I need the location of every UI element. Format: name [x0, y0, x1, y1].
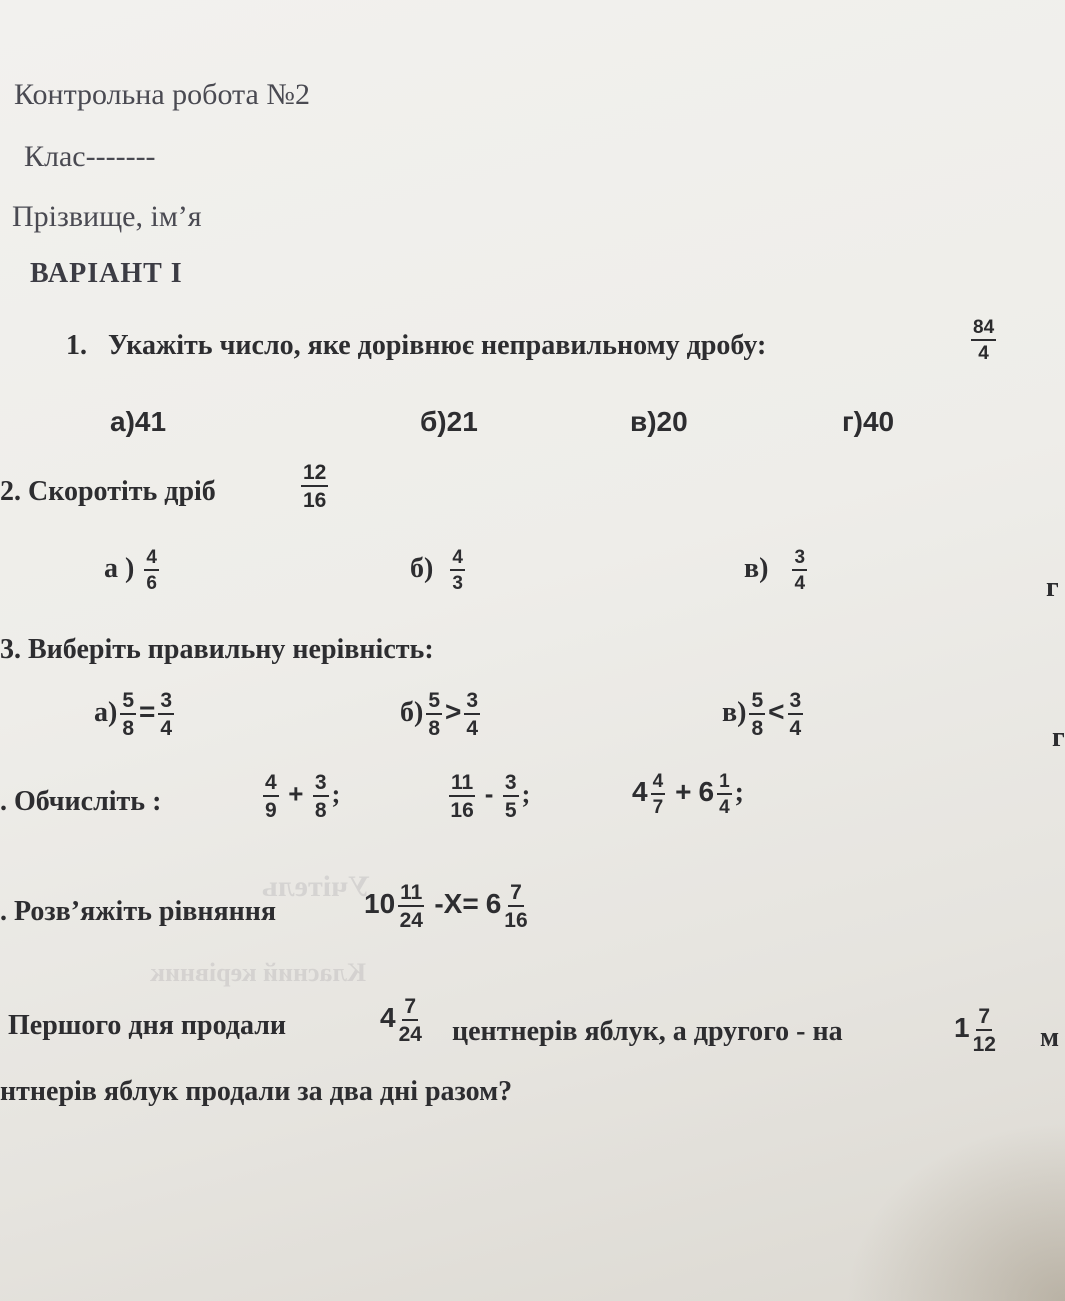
q3-option-g-cut: г	[1052, 722, 1065, 753]
q2-option-b-label: б)	[410, 552, 434, 584]
q2-option-a-label: а )	[104, 552, 135, 584]
q5-n1: 11	[398, 882, 424, 907]
q2-option-b	[410, 548, 468, 593]
q2-option-v	[744, 548, 810, 593]
q3-a-n2: 3	[158, 690, 174, 715]
q1-option-a: а)41	[110, 406, 167, 437]
q5-d2: 16	[504, 909, 528, 932]
q4-e3-n2: 1	[717, 772, 732, 795]
q5-w2: 6	[485, 887, 502, 919]
q1-line	[66, 330, 766, 362]
q3-v-n2: 3	[788, 690, 804, 715]
bleed-text-2: Класний керівник	[150, 958, 366, 987]
q5-equation	[364, 882, 531, 931]
name-label: Прізвище, ім’я	[12, 200, 202, 233]
q3-a-d1: 8	[122, 717, 135, 740]
q2-fraction	[298, 462, 331, 511]
q2-a-den: 6	[146, 573, 157, 594]
q6-d2: 12	[972, 1033, 996, 1056]
q6-line1-end: м	[1040, 1022, 1060, 1053]
q3-a-n1: 5	[120, 690, 136, 715]
q1-option-b: б)21	[420, 406, 478, 437]
class-label: Клас-------	[24, 140, 156, 173]
q3-b-d2: 4	[466, 717, 479, 740]
q2-b-num: 4	[450, 548, 465, 571]
q6-mixed-1	[380, 996, 425, 1045]
q3-v-op: <	[768, 695, 785, 727]
q4-e2-n2: 3	[503, 772, 519, 797]
q6-n1: 7	[402, 996, 418, 1021]
q6-w2: 1	[954, 1011, 970, 1043]
q6-mixed-2	[954, 1006, 999, 1055]
q1-option-g: г)40	[842, 406, 895, 437]
q3-v-d1: 8	[751, 717, 764, 740]
q3-text: 3. Виберіть правильну нерівність:	[0, 634, 434, 665]
q6-line1-start: Першого дня продали	[8, 1010, 287, 1041]
q3-v-n1: 5	[749, 690, 765, 715]
q4-e1-op: +	[288, 778, 304, 809]
q6-d1: 24	[398, 1023, 422, 1046]
q6-line2: нтнерів яблук продали за два дні разом?	[0, 1076, 513, 1107]
q4-expr-3	[632, 772, 744, 817]
test-title: Контрольна робота №2	[14, 78, 310, 111]
q2-option-g-cut: г	[1046, 572, 1059, 603]
q4-e2-end: ;	[521, 779, 531, 809]
q4-e3-d1: 7	[652, 797, 664, 818]
q4-e1-d2: 8	[314, 799, 327, 822]
q4-e3-d2: 4	[719, 797, 730, 818]
q6-w1: 4	[380, 1001, 396, 1033]
q3-b-n1: 5	[426, 690, 442, 715]
q3-b-op: >	[445, 695, 462, 727]
q4-expr-2	[446, 772, 530, 821]
q2-b-den: 3	[452, 573, 463, 594]
q4-e1-n1: 4	[263, 772, 279, 797]
variant-heading: ВАРІАНТ І	[30, 258, 183, 289]
q2-frac-num: 12	[301, 462, 328, 487]
page-shadow	[845, 1121, 1065, 1301]
q3-option-v	[722, 690, 806, 739]
q5-mid: -X=	[434, 887, 479, 919]
q4-e1-end: ;	[331, 779, 341, 809]
q3-b-d1: 8	[428, 717, 441, 740]
q4-e3-end: ;	[734, 776, 744, 808]
q4-e3-n1: 4	[651, 772, 666, 795]
q5-text: . Розв’яжіть рівняння	[0, 896, 277, 927]
q1-option-v: в)20	[630, 406, 688, 437]
q3-option-a	[94, 690, 177, 739]
q2-text: 2. Скоротіть дріб	[0, 476, 216, 507]
q4-e2-d1: 16	[450, 799, 474, 822]
q3-b-n2: 3	[464, 690, 480, 715]
q6-n2: 7	[976, 1006, 992, 1031]
q3-b-label: б)	[400, 696, 424, 728]
q4-e3-w1: 4	[632, 775, 648, 807]
q3-option-b	[400, 690, 483, 739]
q5-n2: 7	[508, 882, 524, 907]
q2-v-num: 3	[792, 548, 807, 571]
q1-text: Укажіть число, яке дорівнює неправильному дробу:	[108, 330, 767, 361]
q2-frac-den: 16	[303, 489, 327, 512]
q3-v-label: в)	[722, 696, 747, 728]
q3-a-d2: 4	[160, 717, 173, 740]
q6-line1-mid: центнерів яблук, а другого - на	[452, 1016, 843, 1047]
q4-text: . Обчисліть :	[0, 786, 162, 817]
q3-a-op: =	[139, 695, 156, 727]
q1-frac-num: 84	[971, 318, 996, 341]
q1-fraction	[968, 318, 999, 363]
q5-w1: 10	[364, 887, 396, 919]
q2-v-den: 4	[794, 573, 806, 594]
q1-number: 1.	[66, 330, 87, 361]
q2-option-v-label: в)	[744, 552, 769, 584]
q2-a-num: 4	[144, 548, 159, 571]
q4-e2-n1: 11	[449, 772, 475, 797]
q5-d1: 24	[399, 909, 423, 932]
q2-option-a	[104, 548, 162, 593]
q3-a-label: а)	[94, 696, 118, 728]
q4-e3-op: +	[675, 775, 692, 807]
q4-e1-d1: 9	[265, 799, 277, 822]
q3-v-d2: 4	[789, 717, 802, 740]
q4-e3-w2: 6	[698, 775, 715, 807]
q1-frac-den: 4	[978, 343, 989, 364]
q4-e2-op: -	[484, 778, 494, 809]
bleed-text-1: Учітель	[262, 870, 371, 903]
q4-e2-d2: 5	[504, 799, 517, 822]
q4-e1-n2: 3	[313, 772, 329, 797]
q4-expr-1	[260, 772, 340, 821]
